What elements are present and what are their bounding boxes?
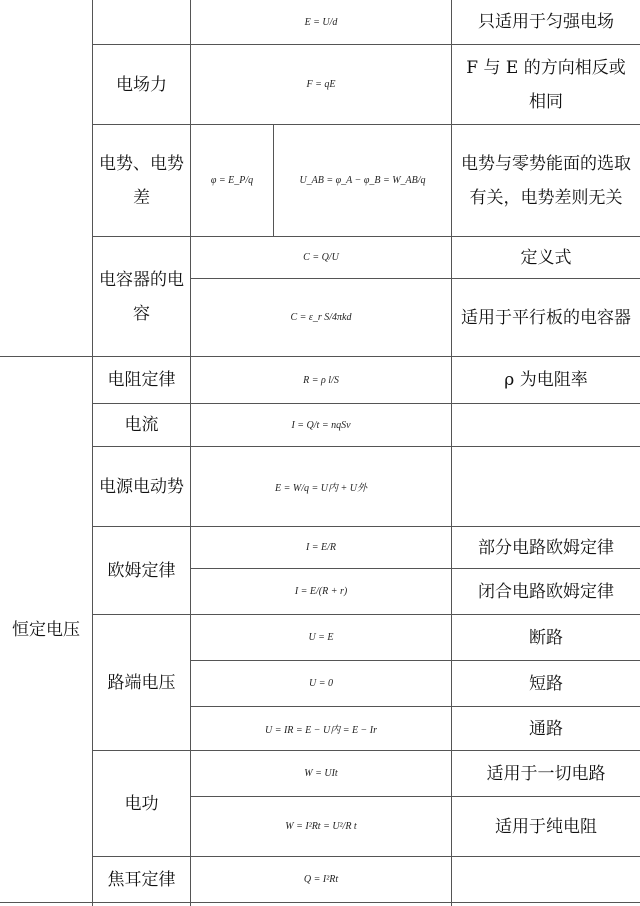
quantity-name: 电源电动势 — [99, 476, 184, 497]
formula: W = I²Rt = U²/R t — [285, 821, 357, 832]
formula: R = ρ l/S — [303, 374, 339, 386]
formula: Q = I²Rt — [303, 874, 339, 885]
quantity-name: 欧姆定律 — [107, 560, 176, 581]
quantity-name: 路端电压 — [107, 672, 176, 693]
formula: C = Q/U — [303, 252, 339, 263]
formula: U = E — [308, 632, 334, 643]
quantity-name: 电场力 — [116, 74, 167, 95]
note: 电势与零势能面的选取有关，电势差则无关 — [461, 153, 631, 208]
note: 闭合电路欧姆定律 — [478, 581, 614, 602]
quantity-name: 电功 — [124, 793, 159, 814]
formula: U = 0 — [309, 678, 333, 689]
formula: W = UIt — [304, 768, 338, 779]
quantity-name: 电容器的电容 — [99, 269, 184, 324]
note: 短路 — [529, 673, 563, 694]
note: 适用于平行板的电容器 — [461, 307, 631, 328]
formula: E = U/d — [304, 16, 338, 28]
note — [452, 857, 640, 902]
quantity-name: 电势、电势差 — [99, 153, 184, 208]
formula: E = W/q = U内 + U外 — [275, 483, 367, 494]
note — [452, 404, 640, 446]
note: ρ 为电阻率 — [504, 370, 588, 390]
note: 断路 — [529, 627, 563, 648]
formula-secondary: U_AB = φ_A − φ_B = W_AB/q — [299, 175, 426, 186]
note — [452, 447, 640, 526]
quantity-name: 电阻定律 — [107, 370, 176, 390]
note: 适用于一切电路 — [486, 763, 606, 784]
note: F 与 E 的方向相反或相同 — [466, 57, 626, 112]
formula: I = E/(R + r) — [294, 586, 348, 597]
note: 定义式 — [520, 247, 572, 268]
note: 只适用于匀强电场 — [478, 12, 614, 32]
note: 部分电路欧姆定律 — [478, 537, 614, 558]
group-label: 恒定电压 — [12, 619, 80, 640]
formula: F = qE — [306, 79, 336, 90]
formula: φ = E_P/q — [210, 175, 254, 186]
note: 通路 — [529, 718, 563, 739]
note: 适用于纯电阻 — [495, 816, 597, 837]
formula: C = ε_r S/4πkd — [290, 312, 352, 323]
grid-line — [0, 902, 640, 903]
formula: I = E/R — [305, 542, 337, 553]
formula: I = Q/t = nqSv — [291, 419, 351, 431]
quantity-name: 电流 — [124, 415, 159, 435]
formula: U = IR = E − U内 = E − Ir — [264, 725, 378, 736]
quantity-name: 焦耳定律 — [107, 869, 176, 890]
